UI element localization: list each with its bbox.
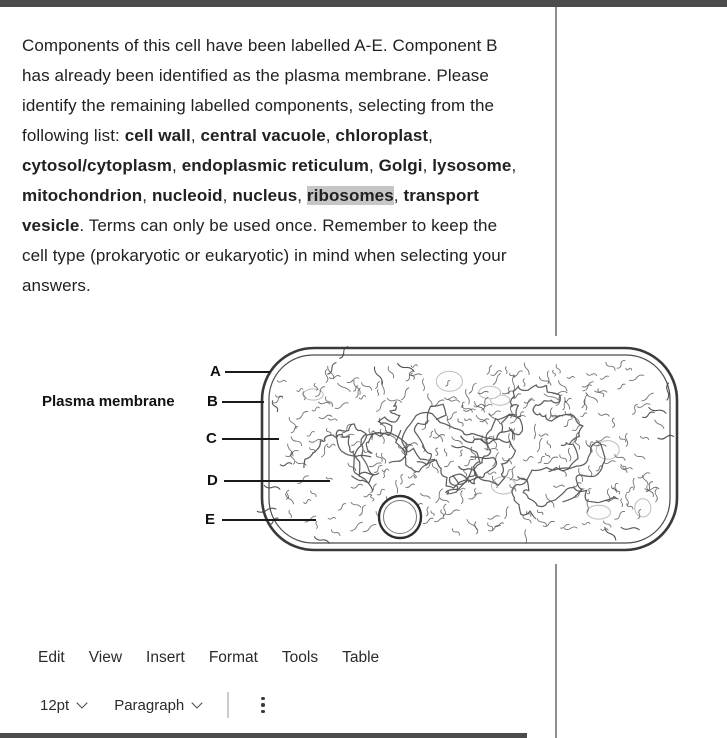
question-segment: , — [428, 126, 433, 145]
plasma-membrane-label: Plasma membrane — [42, 393, 175, 410]
diagram-label-e: E — [205, 511, 216, 528]
more-options-button[interactable] — [255, 693, 271, 718]
menu-format[interactable]: Format — [208, 649, 258, 666]
question-segment: , — [297, 186, 307, 205]
question-segment: cell wall — [124, 126, 191, 145]
question-segment: endoplasmic reticulum — [181, 156, 369, 175]
editor-toolbar — [40, 690, 271, 720]
label-line-b — [222, 401, 264, 403]
question-segment: , — [368, 156, 379, 175]
paragraph-style-value: Paragraph — [114, 696, 185, 714]
cell-illustration — [255, 345, 685, 557]
menu-edit[interactable]: Edit — [38, 649, 65, 666]
question-segment: , — [393, 186, 404, 205]
font-size-value: 12pt — [40, 696, 70, 714]
menu-tools[interactable]: Tools — [281, 649, 319, 666]
question-segment: , — [142, 186, 152, 205]
question-segment: , — [422, 156, 433, 175]
diagram-label-a: A — [210, 363, 221, 380]
question-segment: chloroplast — [335, 126, 429, 145]
question-segment: nucleus — [232, 186, 298, 205]
chevron-down-icon — [77, 697, 88, 708]
kebab-dot — [261, 703, 265, 707]
diagram-label-b: B — [207, 393, 218, 410]
question-segment: , — [190, 126, 201, 145]
editor-menu-bar — [38, 647, 379, 669]
question-segment: Components of this cell have been labelled A-E. Component B has already been identified as the plasma membrane. Please identify the remaining labelled components, selecting from the following list: — [22, 36, 498, 145]
question-segment: lysosome — [432, 156, 512, 175]
question-segment: Golgi — [378, 156, 423, 175]
menu-insert[interactable]: Insert — [146, 649, 185, 666]
question-segment: mitochondrion — [22, 186, 143, 205]
question-segment: nucleoid — [151, 186, 223, 205]
label-line-d — [224, 480, 330, 482]
diagram-label-c: C — [206, 430, 217, 447]
diagram-label-d: D — [207, 472, 218, 489]
kebab-dot — [261, 697, 265, 701]
question-text — [22, 31, 525, 301]
horizontal-scrollbar-thumb[interactable] — [0, 733, 527, 738]
paragraph-style-dropdown[interactable] — [114, 697, 201, 714]
font-size-dropdown[interactable] — [40, 697, 86, 714]
label-line-e — [222, 519, 316, 521]
toolbar-divider — [227, 692, 229, 718]
question-segment: transport vesicle — [22, 186, 479, 235]
label-line-c — [222, 438, 279, 440]
menu-view[interactable]: View — [88, 649, 123, 666]
label-line-a — [225, 371, 270, 373]
menu-table[interactable]: Table — [342, 649, 380, 666]
question-segment: cytosol/cytoplasm — [22, 156, 173, 175]
question-segment: , — [325, 126, 336, 145]
kebab-dot — [261, 710, 265, 714]
question-segment: central vacuole — [200, 126, 326, 145]
question-segment: . Terms can only be used once. Remember to keep the cell type (prokaryotic or eukaryotic) in mind when selecting your answers. — [22, 216, 507, 295]
cell-diagram — [0, 336, 727, 564]
highlighted-term: ribosomes — [306, 186, 394, 205]
question-segment: , — [222, 186, 233, 205]
top-border-bar — [0, 0, 727, 7]
question-segment: , — [511, 156, 517, 175]
question-segment: , — [172, 156, 182, 175]
chevron-down-icon — [192, 697, 203, 708]
